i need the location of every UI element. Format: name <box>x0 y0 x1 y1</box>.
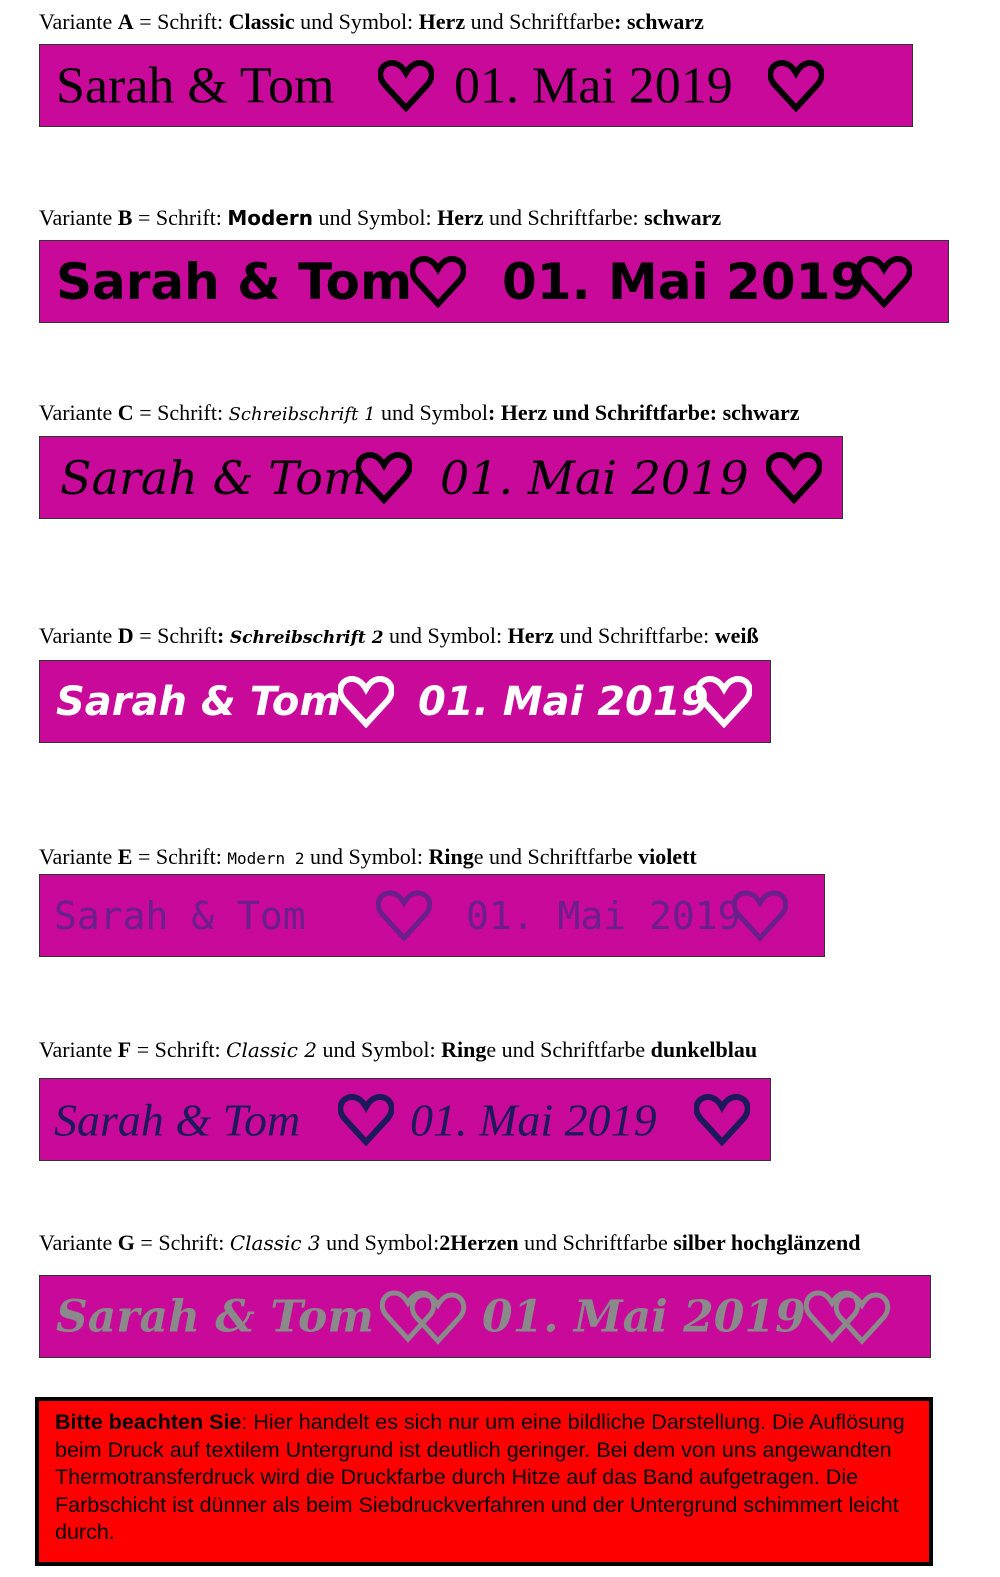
band-e-date: 01. Mai 2019 <box>466 893 741 938</box>
double-heart-icon <box>380 1289 468 1345</box>
heart-icon <box>356 452 412 504</box>
heart-icon <box>766 452 822 504</box>
double-heart-icon <box>804 1289 892 1345</box>
heart-icon <box>338 676 394 728</box>
heart-icon <box>694 1094 750 1146</box>
band-f-date: 01. Mai 2019 <box>410 1094 657 1145</box>
variant-f-band <box>39 1078 771 1161</box>
band-g-date: 01. Mai 2019 <box>482 1291 806 1342</box>
heart-icon <box>410 256 466 308</box>
heart-icon <box>696 676 752 728</box>
variant-a-band <box>39 44 913 127</box>
notice-heading: Bitte beachten Sie <box>55 1410 242 1434</box>
heart-icon <box>732 890 788 942</box>
heart-icon <box>768 60 824 112</box>
band-e-names: Sarah & Tom <box>54 893 306 938</box>
band-d-date: 01. Mai 2019 <box>418 678 709 725</box>
variant-b-band <box>39 240 949 323</box>
variant-b-label: Variante B = Schrift: Modern und Symbol: Herz und Schriftfarbe: schwarz <box>39 205 722 230</box>
band-c-date: 01. Mai 2019 <box>440 450 749 505</box>
band-b-date: 01. Mai 2019 <box>502 252 866 311</box>
notice-text: : Hier handelt es sich nur um eine bildliche Darstellung. Die Auflösung beim Druck auf textilem Untergrund ist deutlich geringer. Bei dem von uns angewandten Thermotransferdruck wird die Druckfarbe durch Hitze auf das Band aufgetragen. Die Farbschicht ist dünner als beim Siebdruckverfahren und der Untergrund schimmert leicht durch. <box>55 1410 905 1544</box>
band-g-names: Sarah & Tom <box>56 1291 374 1342</box>
variant-d-band <box>39 660 771 743</box>
variant-a-label: Variante A = Schrift: Classic und Symbol: Herz und Schriftfarbe: schwarz <box>39 9 704 34</box>
heart-icon <box>338 1094 394 1146</box>
variant-c-label: Variante C = Schrift: Schreibschrift 1 und Symbol: Herz und Schriftfarbe: schwarz <box>39 400 800 425</box>
notice-box <box>35 1397 933 1566</box>
band-c-names: Sarah & Tom <box>60 450 367 505</box>
variant-e-band <box>39 874 825 957</box>
heart-icon <box>378 60 434 112</box>
variant-g-band <box>39 1275 931 1358</box>
band-a-names: Sarah & Tom <box>56 57 335 114</box>
variant-e-label: Variante E = Schrift: Modern 2 und Symbol: Ringe und Schriftfarbe violett <box>39 844 697 869</box>
variant-c-band <box>39 436 843 519</box>
heart-icon <box>376 890 432 942</box>
band-f-names: Sarah & Tom <box>54 1094 301 1145</box>
band-d-names: Sarah & Tom <box>56 678 342 725</box>
heart-icon <box>856 256 912 308</box>
variant-d-label: Variante D = Schrift: Schreibschrift 2 und Symbol: Herz und Schriftfarbe: weiß <box>39 623 759 648</box>
variant-g-label: Variante G = Schrift: Classic 3 und Symbol:2Herzen und Schriftfarbe silber hochglänzend <box>39 1230 861 1255</box>
band-b-names: Sarah & Tom <box>56 252 413 311</box>
band-a-date: 01. Mai 2019 <box>454 57 733 114</box>
variant-f-label: Variante F = Schrift: Classic 2 und Symbol: Ringe und Schriftfarbe dunkelblau <box>39 1037 758 1062</box>
